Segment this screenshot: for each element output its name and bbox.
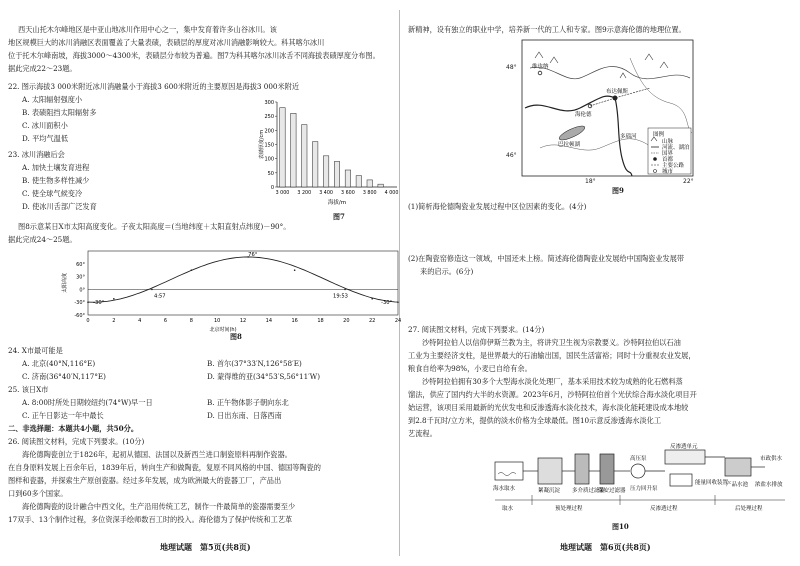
q23-option-d: D. 使冰川舌部广泛发育 bbox=[22, 202, 97, 211]
legend-item: 河流、湖泊 bbox=[662, 145, 690, 151]
annotation-label: 4:57 bbox=[153, 293, 166, 300]
legend-item: 山脉 bbox=[662, 139, 674, 145]
place-budapest: 布达佩斯 bbox=[606, 89, 629, 95]
q23-option-b: B. 使生物多样性减少 bbox=[22, 176, 90, 185]
q24-option-c: C. 济南(36°40′N,117°E) bbox=[22, 372, 106, 381]
q25-option-b: B. 正午物体影子朝向东北 bbox=[207, 398, 289, 407]
legend-item: 城市 bbox=[662, 169, 674, 175]
x-tick-label: 4 bbox=[138, 318, 142, 324]
y-tick-label: 0° bbox=[79, 287, 85, 294]
capital-marker bbox=[613, 96, 618, 101]
component-label: 反渗透单元 bbox=[670, 444, 698, 450]
q25-option-c: C. 正午日影达一年中最长 bbox=[22, 411, 104, 420]
annotation-label: 76° bbox=[248, 251, 258, 258]
fig8-intro: 据此完成24～25题。 bbox=[8, 235, 77, 244]
x-tick-label: 10 bbox=[213, 318, 221, 324]
x-tick-label: 3 200 bbox=[297, 191, 312, 196]
intro-line: 位于托木尔峰南坡，海拔3000～4300米，表碛层分布较为普遍。图7为科其喀尔冰川冰舌不同海拔表碛厚度分布图。 bbox=[8, 51, 380, 60]
y-tick-label: 300 bbox=[264, 100, 274, 106]
fig10-flow-diagram bbox=[490, 440, 790, 520]
q27-para-line: 沙特阿拉伯人以信仰伊斯兰教为主，将讲究卫生视为宗教要义。沙特阿拉伯以石油 bbox=[422, 338, 681, 347]
component-label: 多介质过滤器 bbox=[572, 488, 606, 494]
q25-option-d: D. 日出东南、日落西南 bbox=[207, 411, 282, 420]
fig8-line-chart bbox=[60, 245, 410, 335]
q22-option-a: A. 太阳辐射强度小 bbox=[22, 95, 83, 104]
y-tick-label: 0 bbox=[270, 185, 274, 191]
q25-stem: 25. 该日X市 bbox=[8, 385, 49, 394]
q23-option-a: A. 加快土壤发育进程 bbox=[22, 163, 90, 172]
right-page bbox=[400, 0, 800, 566]
lon-label: 22° bbox=[683, 178, 694, 185]
x-tick-label: 3 800 bbox=[362, 191, 377, 196]
q27-para-line: 馏法，供应了国内约大半的水资源。2023年6月，沙特阿拉伯首个光伏综合海水淡化项目开 bbox=[408, 390, 697, 399]
stage-label: 取水 bbox=[502, 506, 514, 512]
x-tick-label: 22 bbox=[368, 318, 376, 324]
component-label: 能量回收装置 bbox=[695, 480, 729, 486]
x-axis-label: 北京时间(h) bbox=[209, 327, 237, 333]
y-tick-label: -60° bbox=[74, 313, 85, 319]
legend-item: 国界 bbox=[662, 151, 674, 157]
x-tick-label: 3 400 bbox=[319, 191, 333, 196]
q24-option-d: D. 蒙得维的亚(34°53′S,56°11′W) bbox=[207, 372, 320, 381]
q23-option-c: C. 使全球气候变冷 bbox=[22, 189, 83, 198]
x-tick-label: 12 bbox=[239, 318, 247, 324]
fig9-map bbox=[520, 38, 695, 178]
q27-para-line: 始运营，该项目采用最新的光伏发电和反渗透海水淡化技术，海水淡化能耗建设成本地较 bbox=[408, 403, 689, 412]
seawater-intake bbox=[495, 462, 523, 480]
q26-sub2: (2)在陶瓷窑修造这一领域，中国还未上榜。简述海伦德陶瓷业发展给中国陶瓷业发展带 bbox=[408, 254, 685, 263]
intro-line: 西天山托木尔峰地区是中亚山地冰川作用中心之一，集中发育着许多山谷冰川。该 bbox=[18, 25, 277, 34]
q27-para-line: 沙特阿拉伯拥有30多个大型海水淡化处理厂，基本采用技术较为成熟的化石燃料蒸 bbox=[422, 377, 683, 386]
section-2-heading: 二、非选择题：本题共4小题，共50分。 bbox=[8, 424, 139, 433]
y-tick-label: 30° bbox=[76, 274, 85, 281]
y-tick-label: 100 bbox=[264, 156, 274, 163]
component-label: 市政供水 bbox=[760, 456, 783, 462]
component-label: 絮凝沉淀 bbox=[538, 488, 561, 494]
x-tick-label: 2 bbox=[112, 318, 116, 324]
q24-stem: 24. X市最可能是 bbox=[8, 346, 63, 355]
x-tick-label: 14 bbox=[265, 318, 273, 324]
security-filter bbox=[600, 454, 614, 484]
fig10-caption: 图10 bbox=[612, 522, 629, 531]
component-label: 产品水池 bbox=[726, 482, 749, 488]
x-tick-label: 18 bbox=[317, 318, 324, 324]
sun-altitude-curve bbox=[88, 257, 398, 302]
x-axis-label: 海拔/m bbox=[327, 200, 347, 206]
q25-option-a: A. 8:00时所处日期较纽约(74°W)早一日 bbox=[22, 398, 153, 407]
lat-label: 46° bbox=[506, 152, 517, 159]
ro-unit bbox=[665, 450, 705, 464]
component-label: 浓盐水排放 bbox=[755, 482, 783, 488]
place-herend: 海伦德 bbox=[575, 112, 592, 118]
q26-para-line: 海伦德陶瓷的设计融合中西文化，生产沿用传统工艺，制作一件最简单的瓷器需要至少 bbox=[22, 502, 296, 511]
plot-frame bbox=[88, 251, 398, 315]
y-tick-label: 50 bbox=[267, 170, 274, 177]
multimedia-filter bbox=[575, 454, 589, 484]
fig7-caption: 图7 bbox=[333, 212, 345, 221]
component-label: 高压泵 bbox=[630, 456, 647, 462]
data-point bbox=[151, 289, 153, 291]
bar bbox=[302, 125, 307, 187]
page-footer: 地理试题 第6页(共8页) bbox=[560, 542, 651, 552]
fig9-caption: 图9 bbox=[612, 186, 624, 195]
bar bbox=[356, 176, 361, 187]
q24-option-b: B. 首尔(37°33′N,126°58′E) bbox=[207, 359, 302, 368]
q24-option-a: A. 北京(40°N,116°E) bbox=[22, 359, 96, 368]
stage-label: 预处理过程 bbox=[555, 506, 583, 512]
place-danube: 多瑙河 bbox=[620, 134, 637, 140]
bar bbox=[334, 162, 339, 188]
legend-item: 首都 bbox=[662, 157, 674, 163]
y-tick-label: -30° bbox=[74, 300, 85, 307]
x-tick-label: 20 bbox=[343, 318, 350, 324]
flocculation-tank bbox=[538, 458, 562, 484]
q23-stem: 23. 冰川消融后会 bbox=[8, 150, 65, 159]
annotation-label: -30° bbox=[381, 300, 393, 307]
x-tick-label: 6 bbox=[163, 318, 168, 324]
bar bbox=[323, 156, 328, 187]
q27-stem: 27. 阅读图文材料，完成下列要求。(14分) bbox=[408, 325, 545, 334]
data-point bbox=[344, 289, 346, 291]
component-label: 压力回升泵 bbox=[630, 486, 658, 492]
x-tick-label: 3 600 bbox=[341, 191, 355, 196]
q26-sub1: (1)简析海伦德陶瓷业发展过程中区位因素的变化。(4分) bbox=[408, 202, 587, 211]
x-tick-label: 4 000 bbox=[384, 191, 399, 196]
fig8-caption: 图8 bbox=[230, 332, 242, 341]
bar bbox=[345, 170, 350, 187]
x-tick-label: 24 bbox=[394, 318, 402, 324]
x-tick-label: 0 bbox=[86, 318, 90, 324]
y-tick-label: 250 bbox=[264, 114, 274, 121]
x-tick-label: 3 000 bbox=[275, 191, 290, 196]
q27-para-line: 工业为主要经济支柱，是世界最大的石油输出国，国民生活富裕；同时十分重视农业发展， bbox=[408, 351, 696, 360]
stage-label: 后处理过程 bbox=[735, 506, 763, 512]
q22-option-d: D. 平均气温低 bbox=[22, 134, 69, 143]
data-point bbox=[397, 301, 399, 303]
annotation-label: -30° bbox=[93, 300, 105, 307]
x-tick-label: 8 bbox=[189, 318, 193, 324]
q27-para-line: 到2.8千瓦时/立方米，提供的淡水价格为全球最低。图10示意反渗透海水淡化工 bbox=[408, 416, 662, 425]
bar bbox=[291, 113, 296, 187]
q27-para-line: 粮食自给率为98%，小麦已自给有余。 bbox=[408, 364, 532, 373]
y-axis-label: 表碛厚度/cm bbox=[259, 129, 265, 160]
intro-line: 地区规模巨大的冰川消融区表面覆盖了大量表碛，表碛层的厚度对冰川消融影响较大。科其喀尔冰川 bbox=[8, 38, 325, 47]
bar bbox=[378, 184, 383, 187]
data-point bbox=[191, 269, 193, 271]
y-axis-label: 太阳高度 bbox=[62, 272, 68, 294]
x-tick-label: 16 bbox=[291, 318, 298, 324]
q26-para-line: 17双手、13个制作过程，多位资深手绘师数百工时的投入。海伦德为了保护传统和工艺革 bbox=[8, 515, 293, 524]
data-point bbox=[113, 298, 115, 300]
high-pressure-pump bbox=[631, 464, 645, 478]
data-point bbox=[371, 298, 373, 300]
y-tick-label: 60° bbox=[76, 261, 85, 268]
page-footer: 地理试题 第5页(共8页) bbox=[160, 542, 251, 552]
q26-para-line: 口到60多个国家。 bbox=[8, 489, 68, 498]
intro-line: 新精神，设有独立的职业中学，培养新一代的工人和专家。图9示意海伦德的地理位置。 bbox=[408, 25, 686, 34]
fig8-intro: 图8示意某日X市太阳高度变化。子夜太阳高度＝(当地纬度＋太阳直射点纬度)－90°。 bbox=[18, 222, 291, 231]
place-balaton: 巴拉顿湖 bbox=[558, 142, 581, 148]
q26-para-line: 图样和瓷器，并探索生产原创瓷器。经过多年发展，成为欧洲最大的瓷器工厂，产品出 bbox=[8, 476, 282, 485]
energy-recovery bbox=[670, 474, 692, 486]
legend-item: 主要公路 bbox=[662, 163, 685, 169]
y-tick-label: 200 bbox=[264, 128, 274, 135]
answer-area[interactable] bbox=[408, 279, 793, 319]
component-label: 保安过滤器 bbox=[598, 488, 626, 494]
q22-option-c: C. 冰川面积小 bbox=[22, 121, 68, 130]
bar bbox=[280, 108, 285, 187]
bar bbox=[312, 142, 317, 187]
q22-stem: 22. 图示海拔3 000米附近冰川消融量小于海拔3 600米附近的主要原因是海拔3 000米附近 bbox=[8, 82, 300, 91]
annotation-label: 19:53 bbox=[333, 293, 348, 300]
place-vienna: 维也纳 bbox=[532, 64, 549, 70]
product-tank bbox=[725, 458, 751, 476]
bar bbox=[367, 180, 372, 187]
stage-label: 反渗透过程 bbox=[650, 506, 678, 512]
q26-stem: 26. 阅读图文材料，完成下列要求。(10分) bbox=[8, 437, 145, 446]
data-point bbox=[294, 269, 296, 271]
q26-para-line: 海伦德陶瓷创立于1826年，起初从德国、法国以及新西兰进口制瓷原料再制作瓷器。 bbox=[22, 450, 292, 459]
data-point bbox=[87, 301, 89, 303]
answer-area[interactable] bbox=[408, 214, 793, 249]
lon-label: 18° bbox=[585, 178, 596, 185]
fig7-bar-chart bbox=[255, 92, 405, 217]
legend-title: 图例 bbox=[653, 132, 665, 138]
lat-label: 48° bbox=[506, 64, 517, 71]
y-tick-label: 150 bbox=[264, 142, 274, 149]
q27-para-line: 艺流程。 bbox=[408, 429, 437, 438]
q26-sub2: 来的启示。(6分) bbox=[420, 267, 474, 276]
intro-line: 据此完成22～23题。 bbox=[8, 64, 77, 73]
component-label: 海水取水 bbox=[493, 486, 516, 492]
q26-para-line: 在自身原料发展上百余年后，1839年后，转向生产和做陶瓷，复原不同风格的中国、德国等陶瓷的 bbox=[8, 463, 321, 472]
q22-option-b: B. 表碛阻挡太阳辐射多 bbox=[22, 108, 97, 117]
